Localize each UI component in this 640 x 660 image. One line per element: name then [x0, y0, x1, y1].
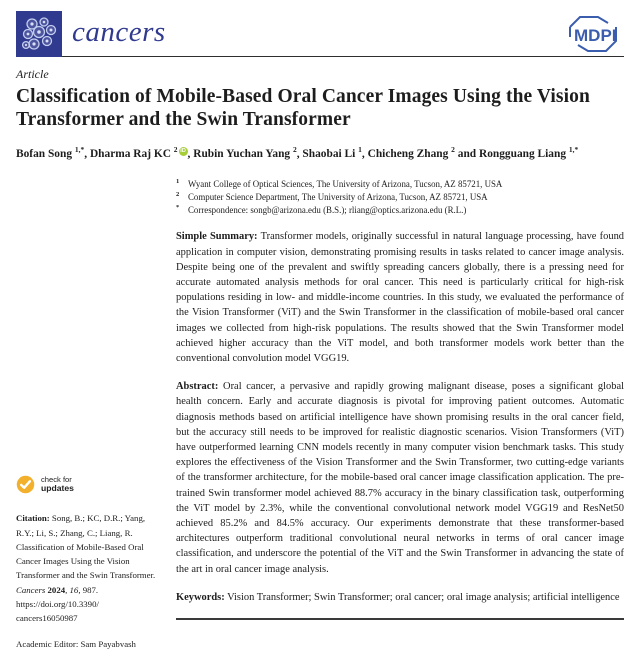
affiliation-marker: *	[176, 203, 180, 211]
mdpi-logo	[562, 11, 624, 57]
affiliation-marker: 1	[176, 178, 180, 186]
simple-summary-label: Simple Summary:	[176, 231, 258, 243]
abstract	[176, 379, 624, 577]
keywords-label: Keywords:	[176, 591, 225, 603]
author-name: Chicheng Zhang	[367, 147, 452, 160]
simple-summary	[176, 229, 624, 366]
simple-summary-text: Transformer models, originally successful in natural language processing, have found application in computer vision, demonstrating promising results in tasks related to cancer image analysis. Despite being one of the prevalent and swiftly spreading cancers globally, there is a pressing need for accurate automated analysis methods for oral cancer. This need is particularly critical for high-risk populations residing in low- and middle-income countries. In this study, we evaluated the performance of the Vision Transformer (ViT) and the Swin Transformer in the classification of mobile-based oral cancer images we collected from high-risk populations. The results showed that the Swin Transformer model achieved higher accuracy than the ViT model, and both transformer models work better than the conventional convolution model VGG19.	[176, 231, 625, 364]
page-title: Classification of Mobile-Based Oral Cancer Images Using the Vision Transformer and the Swin Transformer	[16, 86, 590, 131]
check-updates-label: check for updates	[41, 475, 74, 494]
affiliation-row	[176, 191, 624, 204]
keywords-text: Vision Transformer; Swin Transformer; oral cancer; oral image analysis; artificial intelligence	[227, 591, 620, 603]
citation-text: Song, B.; KC, D.R.; Yang, R.Y.; Li, S.; Zhang, C.; Liang, R. Classification of Mobile-Based Oral Cancer Images Using the Vision Transformer and the Swin Transformer. Cancers 2024, 16, 987. https://doi.org/10.3390/ cancers16050987	[16, 513, 156, 624]
keywords	[176, 590, 624, 605]
abstract-label: Abstract:	[176, 381, 219, 393]
mdpi-wordmark: MDPI	[574, 26, 617, 45]
journal-name: cancers	[72, 15, 166, 48]
cancer-cells-icon	[16, 11, 62, 57]
author-name: Bofan Song	[16, 147, 75, 160]
author-name: Rongguang Liang	[478, 147, 569, 160]
academic-editor: Academic Editor: Sam Payabvash	[16, 639, 136, 650]
affiliations-list	[176, 178, 624, 216]
citation-block	[16, 511, 162, 625]
author-name: Shaobai Li	[302, 147, 359, 160]
affiliation-row	[176, 178, 624, 191]
article-type-label: Article	[16, 67, 49, 81]
orcid-icon[interactable]: iD	[180, 147, 186, 154]
journal-brand	[16, 11, 166, 57]
affiliation-text: Correspondence: songb@arizona.edu (B.S.); rliang@optics.arizona.edu (R.L.)	[188, 204, 467, 215]
author-name: Dharma Raj KC	[89, 147, 174, 160]
main-column	[176, 178, 624, 651]
left-sidebar	[16, 178, 176, 651]
affiliation-text: Wyant College of Optical Sciences, The University of Arizona, Tucson, AZ 85721, USA	[188, 179, 503, 190]
journal-header	[16, 0, 624, 54]
author-name: Rubin Yuchan Yang	[193, 147, 293, 160]
author-line: Bofan Song $^{1,*}$, Dharma Raj KC $^2$ iD , Rubin Yuchan Yang $^2$, Shaobai Li $^1$, Chicheng Zhang $^2$ and Rongguang Liang $^{1,*}$	[16, 144, 579, 160]
affiliation-marker: 2	[176, 191, 180, 199]
citation-label: Citation:	[16, 513, 50, 524]
affiliation-text: Computer Science Department, The University of Arizona, Tucson, AZ 85721, USA	[188, 192, 488, 203]
content-columns	[16, 178, 624, 651]
section-divider	[176, 618, 624, 620]
abstract-text: Oral cancer, a pervasive and rapidly growing malignant disease, poses a significant global health concern. Early and accurate diagnosis is pivotal for improving patient outcomes. Automatic diagnosis methods based on artificial intelligence have shown promising results in the oral cancer field, but the accuracy still needs to be improved for realistic diagnostic scenarios. Vision Transformers (ViT) have outperformed learning CNN models recently in many computer vision benchmark tasks. This study explores the effectiveness of the Vision Transformer and the Swin Transformer, two cutting-edge variants of the transformer architecture, for the mobile-based oral cancer image classification application. The pre-trained Swin transformer model achieved 88.7% accuracy in the binary classification task, outperforming the ViT model by 2.3%, while the conventional convolutional network model VGG19 and ResNet50 achieved 85.2% and 84.5% accuracy. Our experiments demonstrate that these transformer-based architectures outperform traditional convolutional neural networks in terms of oral cancer image classification, and underscore the potential of the ViT and the Swin Transformer in advancing the state of the art in oral cancer image analysis.	[176, 381, 625, 575]
update-check-icon	[16, 475, 35, 494]
check-for-updates-badge[interactable]	[16, 475, 102, 494]
affiliation-row	[176, 204, 624, 217]
